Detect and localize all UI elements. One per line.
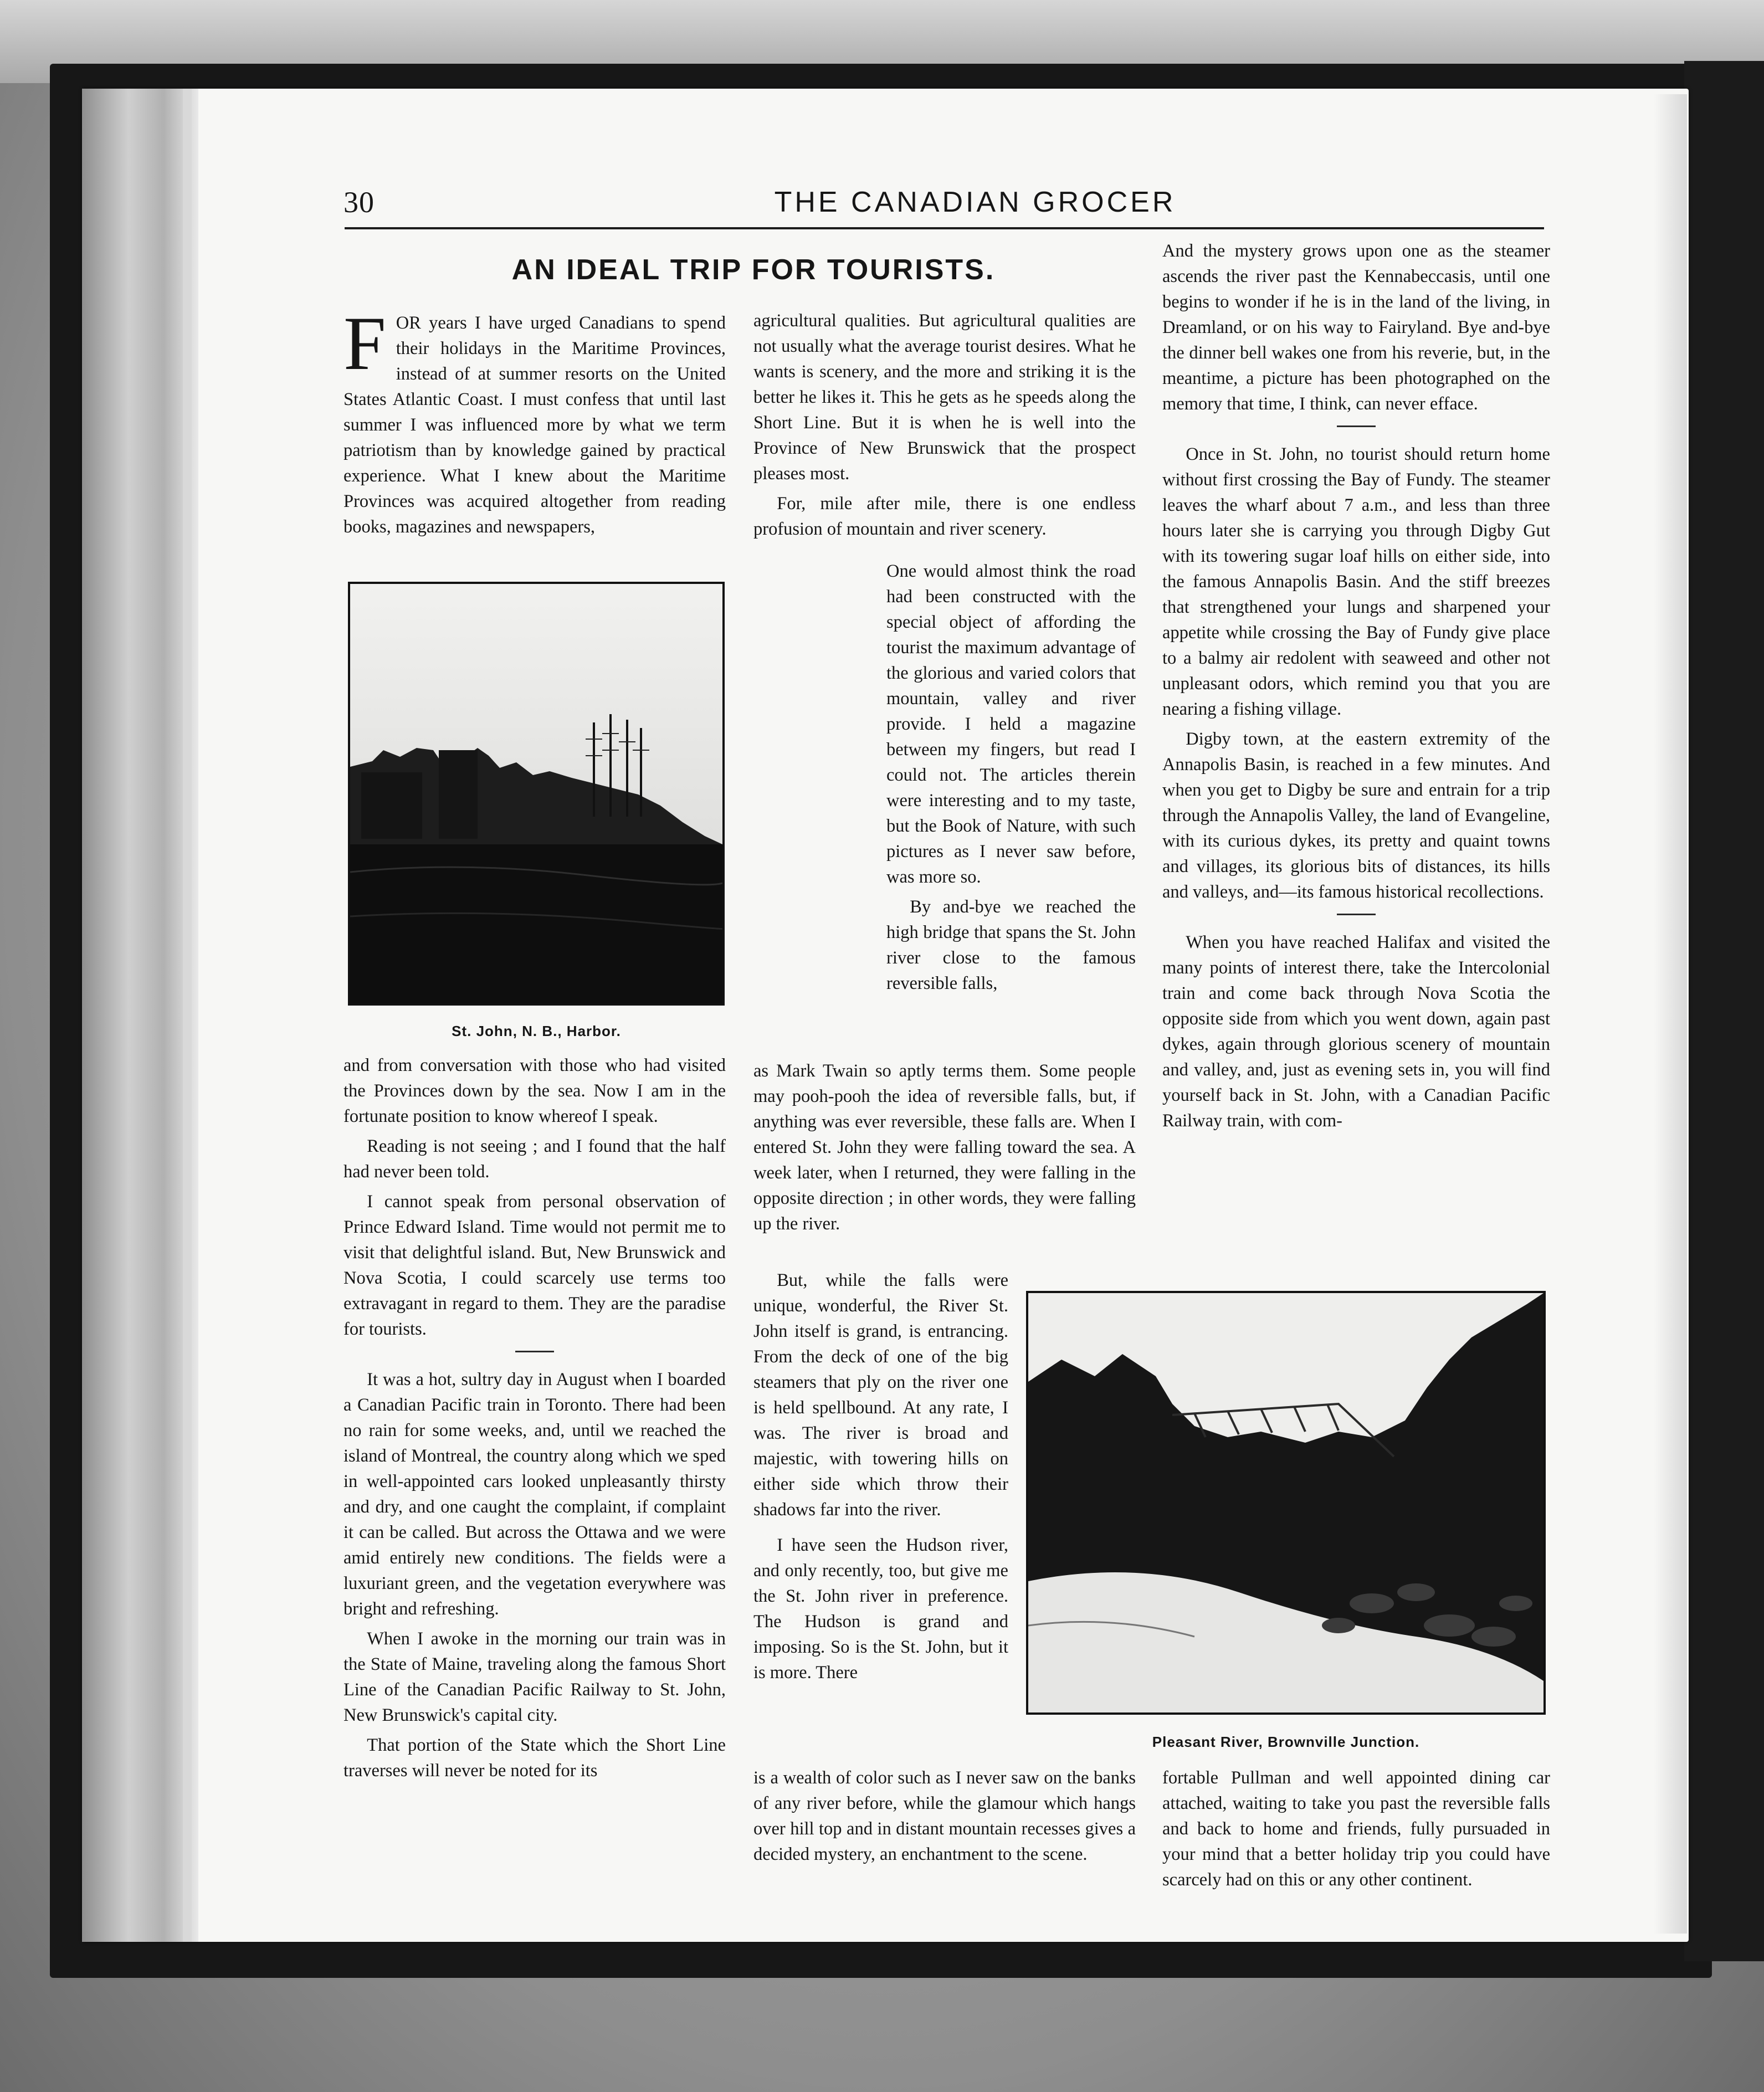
- harbor-image: [350, 584, 722, 1003]
- paragraph: But, while the falls were unique, wonderful, the River St. John itself is grand, is entrancing. From the deck of one of the big steamers that ply on the river one is held spellbound. At any rate, I was. The river is broad and majestic, with towering hills on either side which throw their shadows far into the river.: [753, 1270, 1008, 1520]
- paragraph: is a wealth of color such as I never saw on the banks of any river before, while the glamour which hangs over hill top and in distant mountain recesses gives a decided mystery, an enchantment to the scene.: [753, 1768, 1136, 1864]
- header-rule: [345, 227, 1544, 229]
- page-number: 30: [343, 186, 375, 219]
- paragraph: I have seen the Hudson river, and only recently, too, but give me the St. John river in preference. The Hudson is grand and imposing. So is the St. John, but it is more. There: [753, 1535, 1008, 1683]
- paragraph: That portion of the State which the Short Line traverses will never be noted for its: [343, 1735, 726, 1781]
- paragraph: When you have reached Halifax and visited the many points of interest there, take the Intercolonial train and come back through Nova Scotia the opposite side from which you went down, again past dykes, again through glorious scenery of mountain and valley, and, just as evening sets in, you will find yourself back in St. John, with a Canadian Pacific Railway train, with com-: [1162, 932, 1550, 1131]
- column-2-bottom: [753, 1765, 1136, 1871]
- page-right-shadow: [1654, 94, 1687, 1934]
- section-divider: [1337, 914, 1376, 915]
- section-divider: [515, 1351, 554, 1352]
- masthead: THE CANADIAN GROCER: [774, 186, 1176, 218]
- harbor-photo: [348, 582, 725, 1006]
- page-gutter: [82, 89, 198, 1942]
- paragraph: Once in St. John, no tourist should return home without first crossing the Bay of Fundy. The steamer leaves the wharf about 7 a.m., and less than three hours later she is carrying you through Digby Gut with its towering sugar loaf hills on either side, into the famous Annapolis Basin. And the stiff breezes that strengthened your lungs and sharpened your appetite while crossing the Bay of Fundy give place to a balmy air redolent with seaweed and other not unpleasant odors, which remind you that you are nearing a fishing village.: [1162, 444, 1550, 719]
- river-photo: [1026, 1291, 1546, 1715]
- section-divider: [1337, 425, 1376, 427]
- column-1-bottom: [343, 1053, 726, 1788]
- column-2-middle: [753, 1058, 1136, 1241]
- drop-cap: F: [343, 301, 386, 386]
- column-2-narrow: [886, 558, 1136, 1001]
- paragraph: and from conversation with those who had visited the Provinces down by the sea. Now I am in the fortunate position to know whereof I speak.: [343, 1055, 726, 1126]
- paragraph: By and-bye we reached the high bridge that spans the St. John river close to the famous reversible falls,: [886, 897, 1136, 993]
- paragraph: One would almost think the road had been constructed with the special object of affording the tourist the maximum advantage of the glorious and varied colors that mountain, valley and river provide. I held a magazine between my fingers, but read I could not. The articles therein were interesting and to my taste, but the Book of Nature, with such pictures as I never saw before, was more so.: [886, 561, 1136, 887]
- harbor-caption: St. John, N. B., Harbor.: [452, 1023, 621, 1039]
- paragraph: For, mile after mile, there is one endless profusion of mountain and river scenery.: [753, 494, 1136, 539]
- river-caption: Pleasant River, Brownville Junction.: [1152, 1734, 1420, 1750]
- column-3-bottom: [1162, 1765, 1550, 1897]
- running-head: [343, 180, 1551, 224]
- paragraph: FOR years I have urged Canadians to spend their holidays in the Maritime Provinces, instead of at summer resorts on the United States Atlantic Coast. I must confess that until last summer I was influenced more by what we term patriotism than by knowledge gained by practical experience. What I knew about the Maritime Provinces was acquired altogether from reading books, magazines and newspapers,: [343, 301, 726, 537]
- river-image: [1028, 1293, 1544, 1712]
- column-2-lower: [753, 1268, 1008, 1690]
- column-3-top: [1162, 238, 1550, 1138]
- column-1-top: [343, 301, 726, 544]
- paragraph: Reading is not seeing ; and I found that the half had never been told.: [343, 1136, 726, 1182]
- article-title: AN IDEAL TRIP FOR TOURISTS.: [511, 254, 996, 286]
- paragraph: I cannot speak from personal observation of Prince Edward Island. Time would not permit me to visit that delightful island. But, New Brunswick and Nova Scotia, I could scarcely use terms too extravagant in regard to them. They are the paradise for tourists.: [343, 1192, 726, 1339]
- paragraph: fortable Pullman and well appointed dining car attached, waiting to take you past the reversible falls and back to home and friends, fully pursuaded in your mind that a better holiday trip you could have scarcely had on this or any other continent.: [1162, 1768, 1550, 1890]
- paragraph: When I awoke in the morning our train was in the State of Maine, traveling along the famous Short Line of the Canadian Pacific Railway to St. John, New Brunswick's capital city.: [343, 1629, 726, 1725]
- book-edge: [1684, 61, 1764, 1961]
- paragraph: Digby town, at the eastern extremity of the Annapolis Basin, is reached in a few minutes. And when you get to Digby be sure and entrain for a trip through the Annapolis Valley, the land of Evangeline, with its curious dykes, its pretty and quaint towns and villages, its glorious bits of distances, its hills and valleys, and—its famous historical recollections.: [1162, 729, 1550, 902]
- paragraph: agricultural qualities. But agricultural qualities are not usually what the average tourist desires. What he wants is scenery, and the more and striking it is the better he likes it. This he gets as he speeds along the Short Line. But it is when he is well into the Province of New Brunswick that the prospect pleases most.: [753, 311, 1136, 484]
- paragraph: And the mystery grows upon one as the steamer ascends the river past the Kennabeccasis, until one begins to wonder if he is in the land of the living, in Dreamland, or on his way to Fairyland. Bye and-bye the dinner bell wakes one from his reverie, but, in the meantime, a picture has been photographed on the memory that time, I think, can never efface.: [1162, 241, 1550, 414]
- column-2-top: [753, 308, 1136, 546]
- gutter-fold: [183, 89, 192, 1942]
- paragraph: as Mark Twain so aptly terms them. Some people may pooh-pooh the idea of reversible falls, but, if anything was ever reversible, these falls are. When I entered St. John they were falling toward the sea. A week later, when I returned, they were falling in the opposite direction ; in other words, they were falling up the river.: [753, 1061, 1136, 1234]
- paragraph: It was a hot, sultry day in August when I boarded a Canadian Pacific train in Toronto. There had been no rain for some weeks, and, until we reached the island of Montreal, the country along which we sped in well-appointed cars looked unpleasantly thirsty and dry, and one caught the complaint, if complaint it can be called. But across the Ottawa and we were amid entirely new conditions. The fields were a luxuriant green, and the vegetation everywhere was bright and refreshing.: [343, 1370, 726, 1619]
